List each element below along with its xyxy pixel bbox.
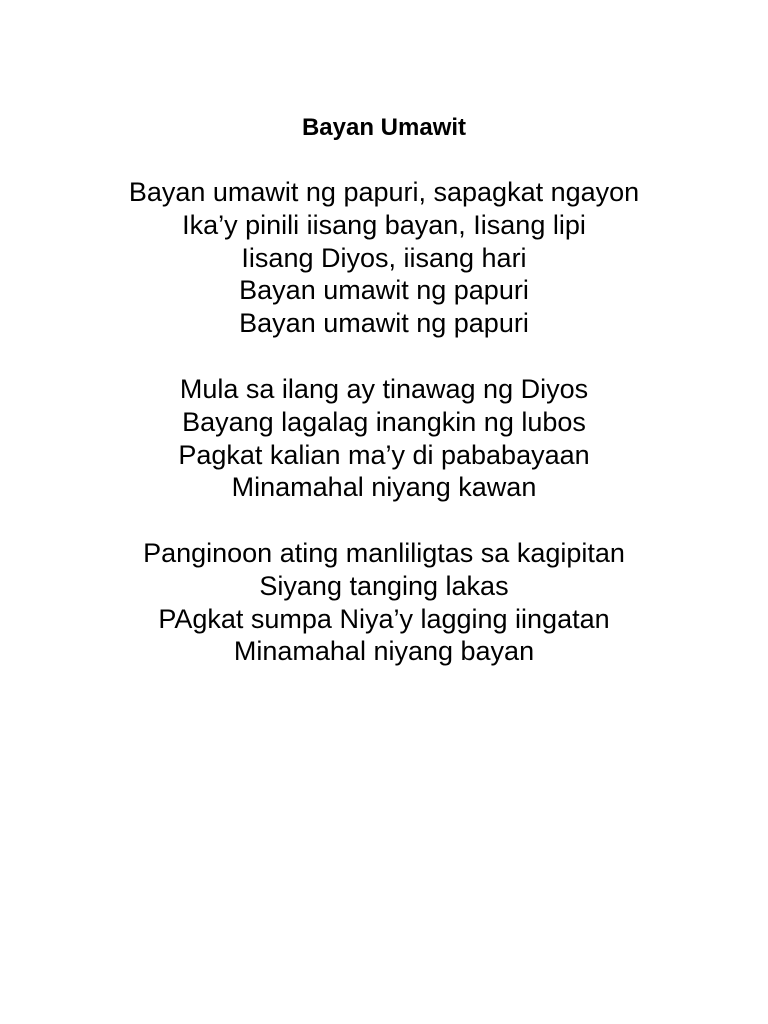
lyric-line: Ika’y pinili iisang bayan, Iisang lipi <box>182 209 586 240</box>
song-title: Bayan Umawit <box>301 114 467 141</box>
lyric-line: Mula sa ilang ay tinawag ng Diyos <box>179 374 589 404</box>
lyric-line: PAgkat sumpa Niya’y lagging iingatan <box>158 603 610 634</box>
lyric-line: Siyang tanging lakas <box>259 570 509 601</box>
lyric-line: Panginoon ating manliligtas sa kagipitan <box>143 538 625 568</box>
lyric-line: Pagkat kalian ma’y di pababayaan <box>178 439 590 470</box>
lyric-line: Bayan umawit ng papuri, sapagkat ngayon <box>128 177 640 207</box>
lyric-line: Iisang Diyos, iisang hari <box>241 242 527 273</box>
lyric-line: Bayan umawit ng papuri <box>239 275 529 306</box>
stanza-1 <box>0 176 768 340</box>
lyric-line: Bayang lagalag inangkin ng lubos <box>182 406 586 437</box>
stanza-2 <box>0 373 768 504</box>
lyric-line: Minamahal niyang kawan <box>231 472 537 503</box>
stanza-3 <box>0 537 768 668</box>
lyric-line: Minamahal niyang bayan <box>233 636 535 667</box>
lyric-line: Bayan umawit ng papuri <box>239 308 529 339</box>
